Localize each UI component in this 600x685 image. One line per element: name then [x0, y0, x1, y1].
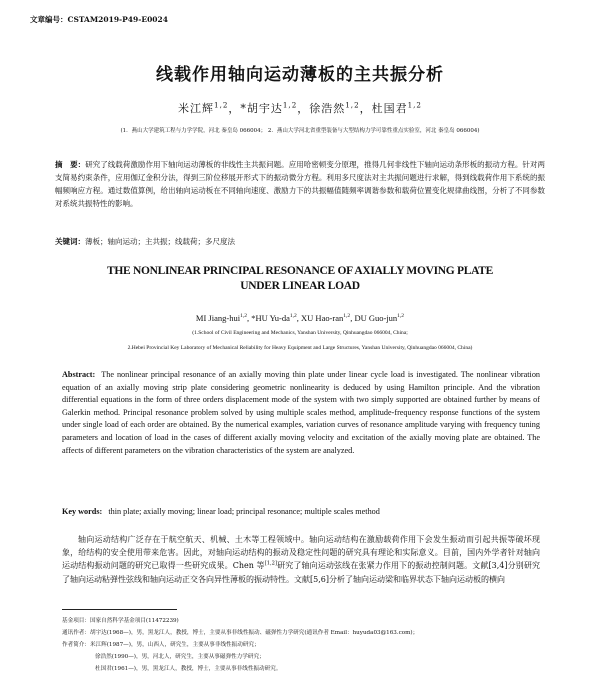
- english-authors: MI Jiang-hui$^{1,2}$, *HU Yu-da$^{1,2}$, XU Hao-ran$^{1,2}$, DU Guo-jun$^{1,2}$: [195, 313, 405, 323]
- english-abstract-text: The nonlinear principal resonance of an axially moving thin plate under linear cycle load is investigated. The nonlinear vibration equation of an axially moving strip plate considering geometric nonlinearity is deduced by using Hamilton principle. And the vibration differential equations in the form of three orders displacement mode of the system with two simply supported are obtained further by means of Galerkin method. Principal resonance problem solved by using multiple scales method, amplitude-frequency response functions of the system under single load of each order are obtained. By the numerical examples, variation curves of resonance amplitude varying with frequency tuning parameters and location of load in the cases of different axially moving velocity and excitation of the axially moving plate are obtained. The affects of different parameters on the vibration characteristics of the system are analyzed.: [62, 370, 541, 455]
- english-keywords-text: thin plate; axially moving; linear load; principal resonance; multiple scales method: [108, 507, 380, 516]
- chinese-title: 线载作用轴向运动薄板的主共振分析: [156, 65, 444, 85]
- chinese-affiliation: (1．燕山大学建筑工程与力学学院，河北 秦皇岛 066004； 2．燕山大学河北省重型装备与大型结构力学可靠性重点实验室，河北 秦皇岛 066004): [120, 128, 480, 134]
- english-keywords: [62, 507, 540, 516]
- chinese-keywords-label: 关键词：: [55, 237, 85, 246]
- english-affiliation-2: 2.Hebei Provincial Key Laboratory of Mechanical Reliability for Heavy Equipment and Large Structures, Yanshan University, Qinhuangdao 066004, China): [127, 345, 473, 351]
- chinese-keywords: [55, 236, 545, 247]
- english-abstract: [62, 369, 540, 457]
- author-en-2: *HU Yu-da$^{1,2}$: [251, 313, 297, 323]
- body-paragraph: 轴向运动结构广泛存在于航空航天、机械、土木等工程领域中。轴向运动结构在激励载荷作用下会发生振动而引起共振等破坏现象，给结构的安全使用带来危害。因此，对轴向运动结构的振动及稳定性问题的研究具有理论和实际意义。目前，国内外学者针对轴向运动结构振动问题的研究已取得一些研究成果。Chen 等[1,2]研究了轴向运动弦线在张紧力作用下的振动控制问题。文献[3,4]分别研究了轴向运动粘弹性弦线和轴向运动正交各向异性薄板的振动特性。文献[5,6]分析了轴向运动梁和临界状态下轴向运动板的横向: [62, 535, 541, 584]
- chinese-keywords-text: 薄板；轴向运动；主共振；线载荷；多尺度法: [85, 237, 235, 246]
- english-title: [0, 264, 600, 294]
- footnote-author-bio: 杜国君(1961—)，男，黑龙江人，教授，博士，主要从事非线性振动研究。: [95, 666, 282, 672]
- author-cn-1: 米江辉$^{1,2}$: [178, 100, 229, 115]
- footnote-corresponding: 通讯作者：胡宇达(1968—)，男，黑龙江人，教授，博士，主要从事非线性振动、磁弹性力学研究(通讯作者 Email：huyuda03@163.com)；: [62, 630, 419, 636]
- chinese-abstract-text: 研究了线载荷激励作用下轴向运动薄板的非线性主共振问题。应用哈密顿变分原理，推得几何非线性下轴向运动条形板的振动方程。针对两支简易约束条件，应用伽辽金积分法，得到三阶位移展开形式下的振动微分方程。利用多尺度法对主共振问题进行求解，得到线载荷作用下系统的振幅频响应方程。通过数值算例，给出轴向运动板在不同轴向速度、激励力下的共振幅值随频率调谐参数和载荷位置变化规律曲线图，分析了不同参数对系统共振特性的影响。: [55, 160, 545, 208]
- author-cn-3: 徐浩然$^{1,2}$: [309, 100, 360, 115]
- english-affiliation-1: (1.School of Civil Engineering and Mechanics, Yanshan University, Qinhuangdao 066004, China;: [192, 330, 408, 336]
- author-cn-2: *胡宇达$^{1,2}$: [240, 100, 298, 115]
- chinese-authors: 米江辉$^{1,2}$，*胡宇达$^{1,2}$，徐浩然$^{1,2}$，杜国君$^{1,2}$: [178, 100, 422, 115]
- english-keywords-label: Key words:: [62, 507, 103, 516]
- footnote-author-bio: 作者简介：米江辉(1987—)，男，山西人，研究生，主要从事非线性振动研究；: [62, 642, 260, 648]
- footnote-funding: 基金项目：国家自然科学基金项目(11472239): [62, 618, 179, 624]
- footnotes: [62, 615, 540, 675]
- document-id: 文章编号：CSTAM2019-P49-E0024: [30, 15, 168, 24]
- english-abstract-label: Abstract:: [62, 370, 96, 379]
- english-title-line2: UNDER LINEAR LOAD: [240, 280, 360, 292]
- footnote-author-bio: 徐浩然(1990—)，男，河北人，研究生，主要从事磁弹性力学研究；: [95, 654, 265, 660]
- footnote-divider: [62, 609, 177, 610]
- author-en-4: DU Guo-jun$^{1,2}$: [354, 313, 405, 323]
- chinese-abstract-label: 摘 要：: [55, 160, 86, 169]
- author-cn-4: 杜国君$^{1,2}$: [371, 100, 422, 115]
- author-en-1: MI Jiang-hui$^{1,2}$: [195, 313, 247, 323]
- english-title-line1: THE NONLINEAR PRINCIPAL RESONANCE OF AXIALLY MOVING PLATE: [107, 265, 493, 277]
- author-en-3: XU Hao-ran$^{1,2}$: [301, 313, 351, 323]
- chinese-abstract: [55, 158, 545, 210]
- citation-1-2: [1,2]: [264, 560, 278, 567]
